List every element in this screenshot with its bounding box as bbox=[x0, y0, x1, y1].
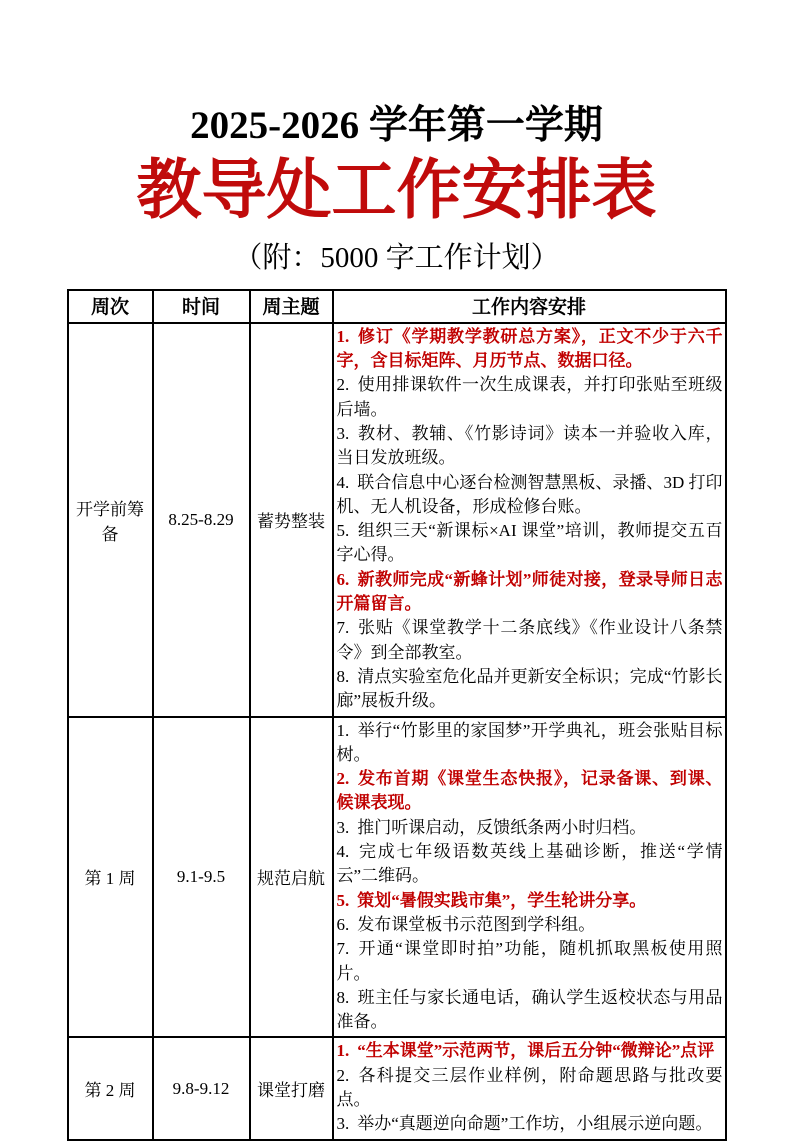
item-text: 发布课堂板书示范图到学科组。 bbox=[357, 914, 596, 934]
work-item bbox=[337, 840, 723, 889]
work-item bbox=[337, 913, 723, 937]
table-row bbox=[68, 323, 726, 717]
table-header-row bbox=[68, 290, 726, 323]
item-number: 2. bbox=[336, 375, 350, 395]
work-item bbox=[337, 519, 723, 568]
theme-cell: 蓄势整装 bbox=[250, 323, 333, 717]
work-item bbox=[337, 616, 723, 665]
work-item bbox=[337, 665, 723, 714]
week-cell: 第 1 周 bbox=[68, 717, 153, 1038]
item-text: 开通“课堂即时拍”功能，随机抓取黑板使用照片。 bbox=[336, 939, 723, 983]
col-header-week: 周次 bbox=[68, 290, 153, 323]
item-number: 2. bbox=[336, 769, 350, 789]
item-text: 清点实验室危化品并更新安全标识；完成“竹影长廊”展板升级。 bbox=[336, 666, 723, 711]
item-text: 组织三天“新课标×AI 课堂”培训，教师提交五百字心得。 bbox=[336, 521, 723, 565]
item-number: 8. bbox=[336, 666, 350, 686]
item-number: 3. bbox=[336, 817, 350, 837]
item-text: 联合信息中心逐台检测智慧黑板、录播、3D 打印机、无人机设备，形成检修台账。 bbox=[336, 472, 723, 516]
item-number: 7. bbox=[336, 618, 350, 638]
item-number: 6. bbox=[336, 914, 350, 934]
week-cell: 第 2 周 bbox=[68, 1037, 153, 1139]
work-item bbox=[337, 816, 723, 840]
time-cell: 9.8-9.12 bbox=[153, 1037, 250, 1139]
item-text: 发布首期《课堂生态快报》，记录备课、到课、候课表现。 bbox=[336, 769, 723, 813]
item-number: 6. bbox=[336, 569, 350, 589]
work-content-cell bbox=[333, 717, 726, 1038]
item-text: 推门听课启动，反馈纸条两小时归档。 bbox=[357, 817, 647, 837]
work-content-cell bbox=[333, 323, 726, 717]
work-item bbox=[337, 568, 723, 617]
work-item bbox=[337, 889, 723, 913]
item-number: 1. bbox=[336, 326, 350, 346]
item-number: 5. bbox=[336, 521, 350, 541]
time-cell: 9.1-9.5 bbox=[153, 717, 250, 1038]
item-number: 1. bbox=[336, 1041, 350, 1061]
col-header-work: 工作内容安排 bbox=[333, 290, 726, 323]
work-item bbox=[337, 373, 723, 422]
theme-cell: 课堂打磨 bbox=[250, 1037, 333, 1139]
item-text: 新教师完成“新蜂计划”师徒对接，登录导师日志开篇留言。 bbox=[336, 569, 723, 614]
table-row bbox=[68, 717, 726, 1038]
item-text: 各科提交三层作业样例，附命题思路与批改要点。 bbox=[336, 1065, 723, 1109]
item-number: 8. bbox=[336, 987, 350, 1007]
document-title: 教导处工作安排表 bbox=[136, 154, 657, 227]
work-content-cell bbox=[333, 1037, 726, 1139]
work-item bbox=[337, 422, 723, 471]
item-number: 4. bbox=[336, 472, 350, 492]
item-number: 4. bbox=[336, 842, 350, 862]
work-item bbox=[337, 1064, 723, 1113]
work-item bbox=[337, 937, 723, 986]
week-cell: 开学前筹备 bbox=[68, 323, 153, 717]
schedule-table bbox=[67, 289, 727, 1141]
item-number: 2. bbox=[336, 1065, 350, 1085]
item-text: 策划“暑假实践市集”，学生轮讲分享。 bbox=[357, 890, 647, 910]
item-number: 1. bbox=[336, 720, 350, 740]
item-text: 修订《学期教学教研总方案》，正文不少于六千字，含目标矩阵、月历节点、数据口径。 bbox=[336, 326, 723, 371]
work-item bbox=[337, 767, 723, 816]
work-item bbox=[337, 1112, 723, 1136]
item-number: 7. bbox=[336, 939, 350, 959]
work-item bbox=[337, 1039, 723, 1063]
work-item bbox=[337, 325, 723, 374]
item-text: 班主任与家长通电话，确认学生返校状态与用品准备。 bbox=[336, 987, 723, 1032]
theme-cell: 规范启航 bbox=[250, 717, 333, 1038]
time-cell: 8.25-8.29 bbox=[153, 323, 250, 717]
semester-title: 2025-2026 学年第一学期 bbox=[190, 104, 603, 147]
item-number: 5. bbox=[336, 890, 350, 910]
item-text: 举行“竹影里的家国梦”开学典礼，班会张贴目标树。 bbox=[336, 720, 723, 764]
work-item bbox=[337, 986, 723, 1035]
item-text: 完成七年级语数英线上基础诊断，推送“学情云”二维码。 bbox=[336, 842, 723, 886]
item-text: 举办“真题逆向命题”工作坊，小组展示逆向题。 bbox=[357, 1114, 713, 1134]
work-item bbox=[337, 719, 723, 768]
item-text: “生本课堂”示范两节，课后五分钟“微辩论”点评 bbox=[357, 1041, 715, 1061]
item-text: 教材、教辅、《竹影诗词》读本一并验收入库，当日发放班级。 bbox=[336, 423, 723, 468]
work-item bbox=[337, 471, 723, 520]
item-text: 张贴《课堂教学十二条底线》《作业设计八条禁令》到全部教室。 bbox=[336, 618, 723, 662]
table-row bbox=[68, 1037, 726, 1139]
item-text: 使用排课软件一次生成课表，并打印张贴至班级后墙。 bbox=[336, 375, 723, 419]
col-header-time: 时间 bbox=[153, 290, 250, 323]
col-header-theme: 周主题 bbox=[250, 290, 333, 323]
item-number: 3. bbox=[336, 1114, 350, 1134]
document-subtitle: （附：5000 字工作计划） bbox=[233, 241, 560, 274]
item-number: 3. bbox=[336, 423, 350, 443]
